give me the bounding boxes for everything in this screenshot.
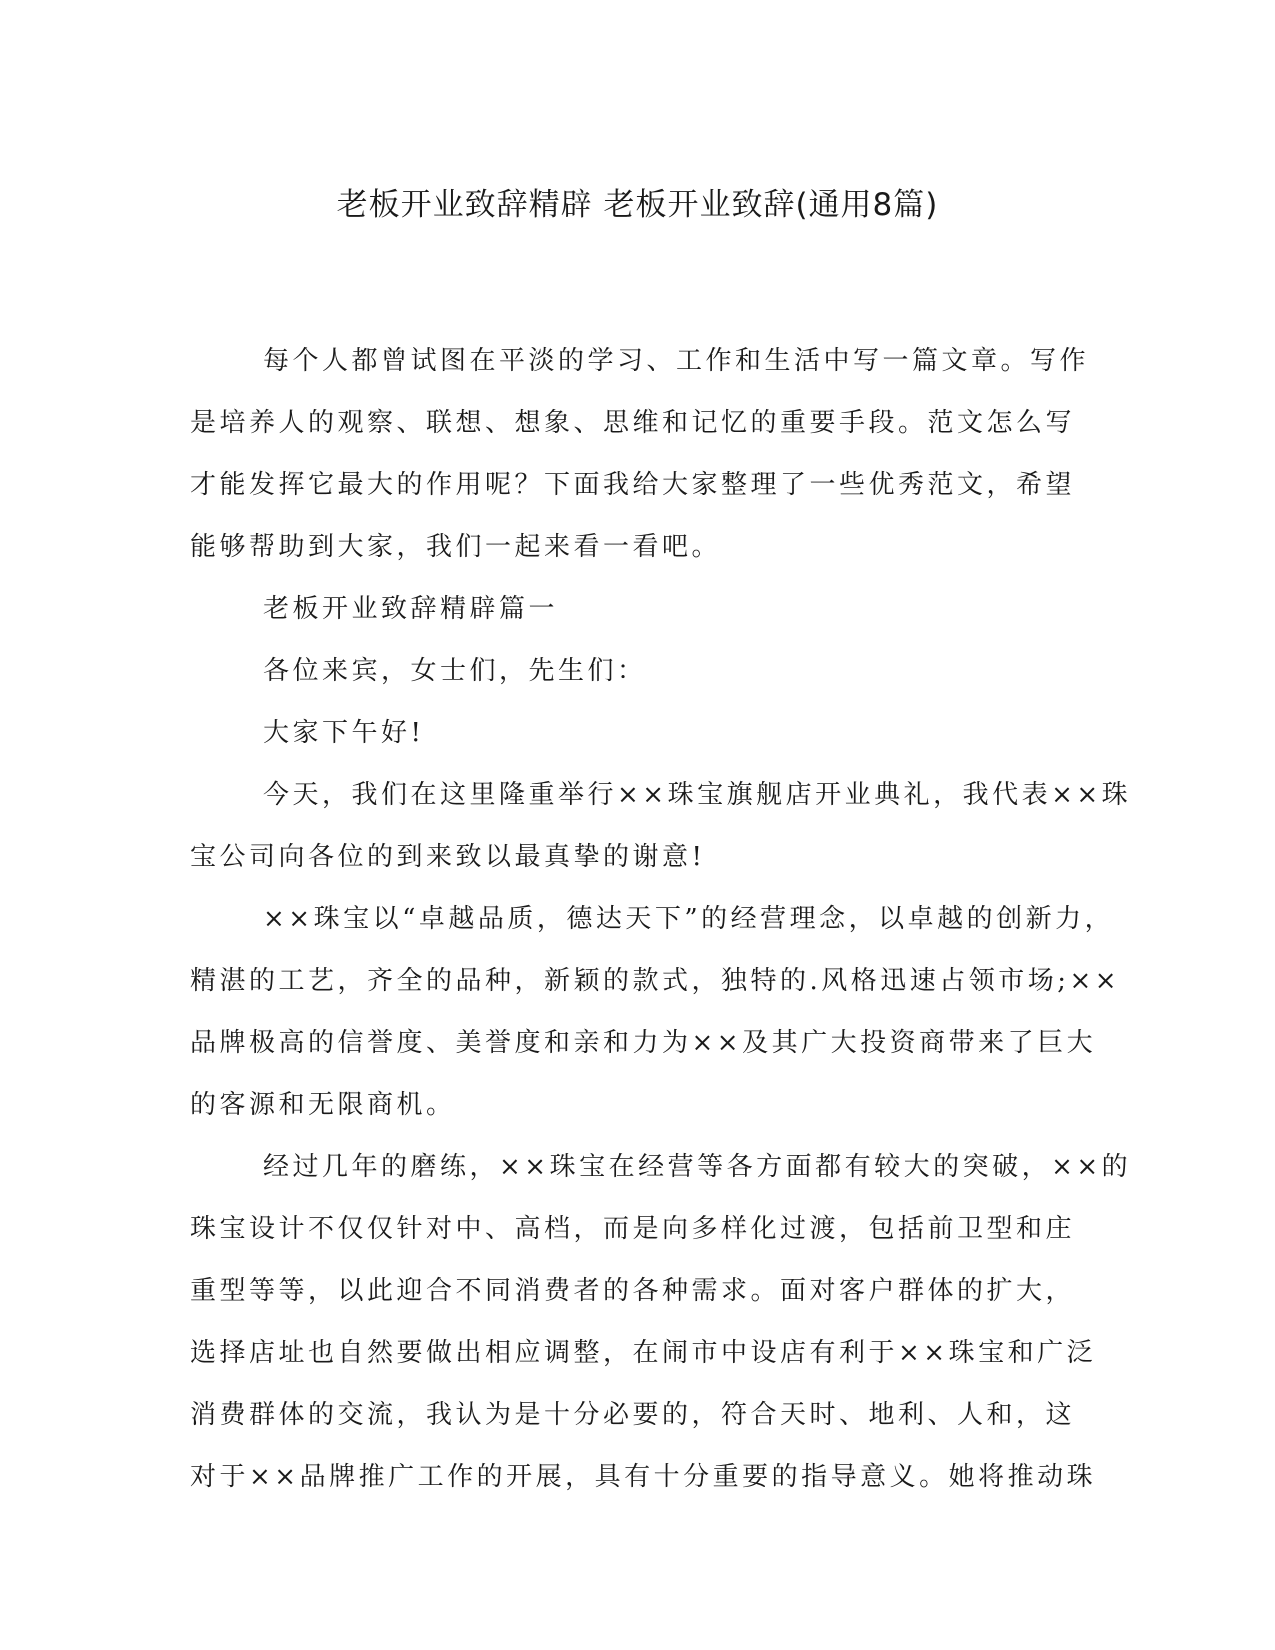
document-title: 老板开业致辞精辟 老板开业致辞(通用8篇)	[336, 187, 939, 223]
text-line: 大家下午好!	[263, 718, 425, 748]
text-line: 的客源和无限商机。	[190, 1090, 456, 1120]
text-line: 对于××品牌推广工作的开展，具有十分重要的指导意义。她将推动珠	[190, 1462, 1097, 1492]
text-line: 品牌极高的信誉度、美誉度和亲和力为××及其广大投资商带来了巨大	[190, 1028, 1097, 1058]
text-line: 各位来宾，女士们，先生们：	[263, 656, 647, 686]
text-line: 消费群体的交流，我认为是十分必要的，符合天时、地利、人和，这	[190, 1400, 1076, 1430]
text-line: 今天，我们在这里隆重举行××珠宝旗舰店开业典礼，我代表××珠	[263, 780, 1132, 810]
text-line: 才能发挥它最大的作用呢？下面我给大家整理了一些优秀范文，希望	[190, 470, 1076, 500]
text-line: 珠宝设计不仅仅针对中、高档，而是向多样化过渡，包括前卫型和庄	[190, 1214, 1076, 1244]
text-line: ××珠宝以“卓越品质，德达天下”的经营理念，以卓越的创新力，	[263, 904, 1115, 934]
text-line: 宝公司向各位的到来致以最真挚的谢意!	[190, 842, 706, 872]
text-line: 经过几年的磨练，××珠宝在经营等各方面都有较大的突破，××的	[263, 1152, 1132, 1182]
text-line: 重型等等，以此迎合不同消费者的各种需求。面对客户群体的扩大，	[190, 1276, 1076, 1306]
text-line: 能够帮助到大家，我们一起来看一看吧。	[190, 532, 722, 562]
text-line: 每个人都曾试图在平淡的学习、工作和生活中写一篇文章。写作	[263, 346, 1090, 376]
document-body	[190, 330, 1132, 1508]
text-line: 是培养人的观察、联想、想象、思维和记忆的重要手段。范文怎么写	[190, 408, 1076, 438]
text-line: 选择店址也自然要做出相应调整，在闹市中设店有利于××珠宝和广泛	[190, 1338, 1097, 1368]
text-line: 老板开业致辞精辟篇一	[263, 594, 559, 624]
text-line: 精湛的工艺，齐全的品种，新颖的款式，独特的.风格迅速占领市场;××	[190, 966, 1121, 996]
